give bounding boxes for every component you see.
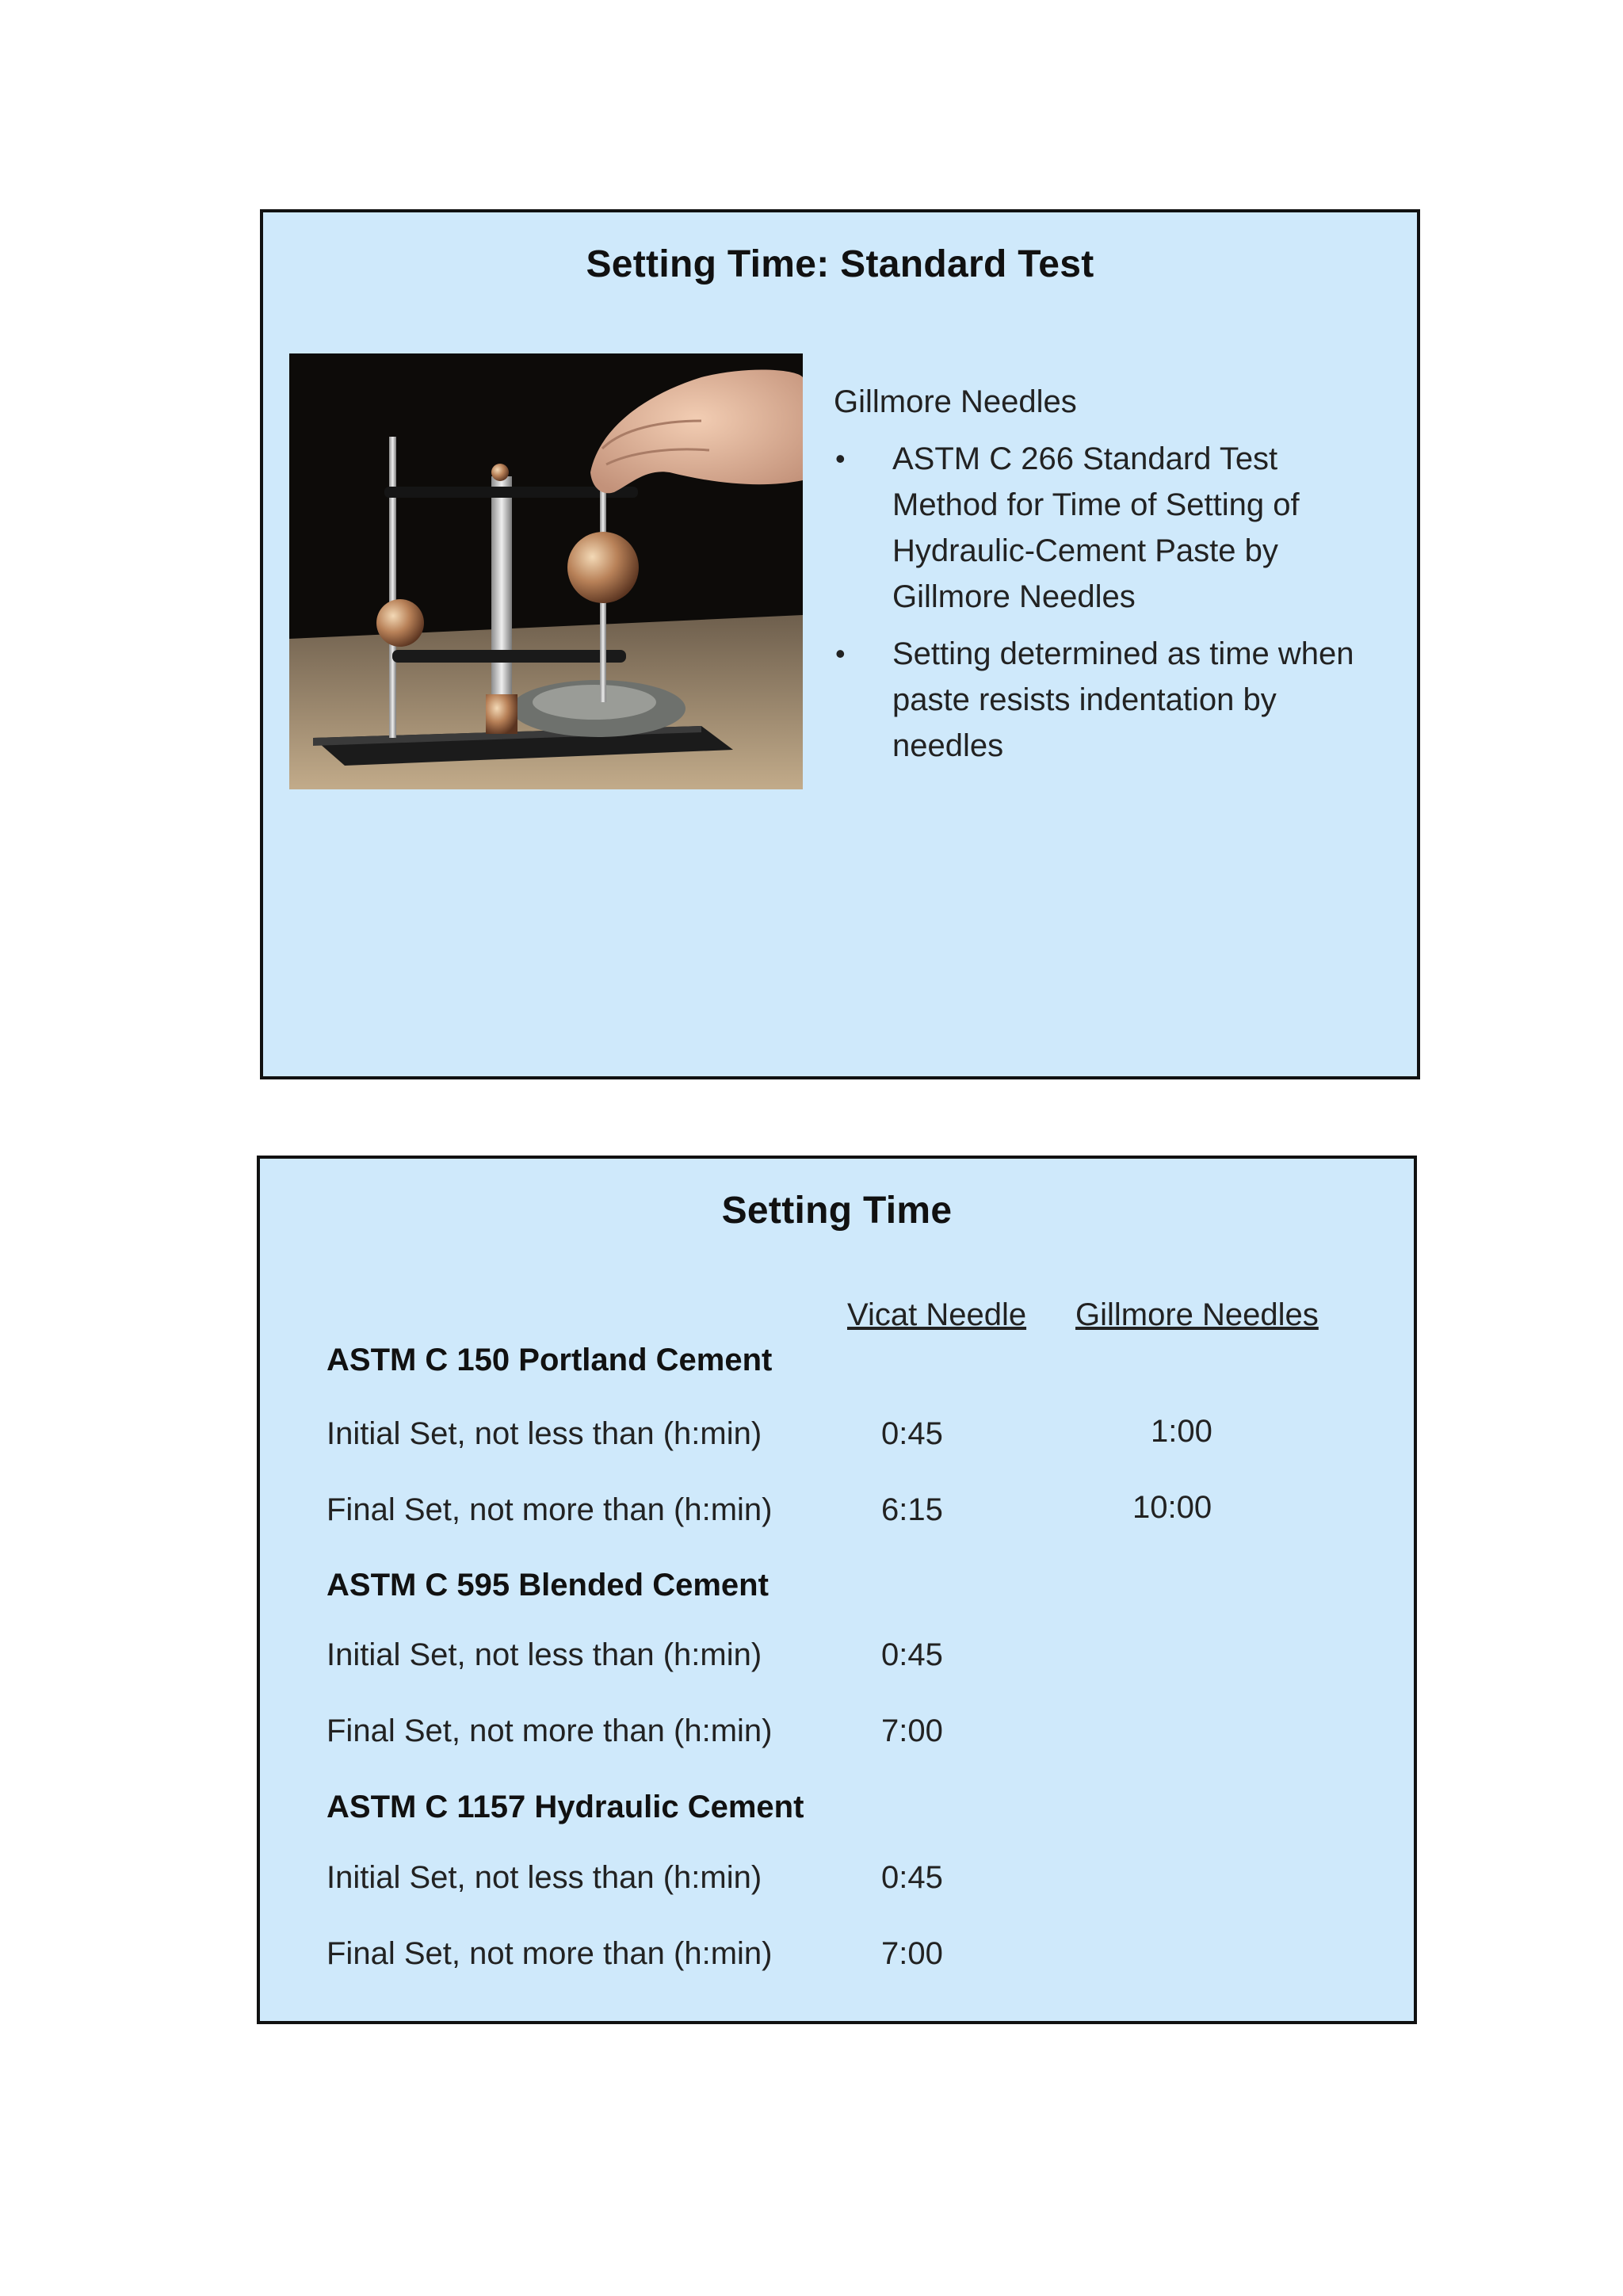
slide-title: Setting Time (721, 1190, 953, 1232)
gillmore-needles-photo (289, 353, 803, 789)
bullet-item (834, 436, 1388, 620)
slide-standard-test (260, 209, 1420, 1079)
vicat-value: 0:45 (881, 1637, 943, 1672)
vicat-value: 7:00 (881, 1936, 943, 1971)
row-label: Final Set, not more than (h:min) (327, 1713, 773, 1748)
vicat-value: 6:15 (881, 1492, 943, 1527)
slide-title: Setting Time: Standard Test (586, 243, 1094, 285)
bullet-list (834, 436, 1388, 769)
section-heading: ASTM C 150 Portland Cement (327, 1343, 773, 1377)
row-label: Final Set, not more than (h:min) (327, 1936, 773, 1971)
vicat-value: 0:45 (881, 1860, 943, 1895)
text-block (834, 379, 1388, 780)
bullet-text: ASTM C 266 Standard Test Method for Time of Setting of Hydraulic-Cement Paste by Gillmore Needles (892, 441, 1300, 614)
vicat-value: 0:45 (881, 1416, 943, 1451)
vicat-value: 7:00 (881, 1713, 943, 1748)
bullet-item (834, 631, 1388, 769)
section-heading: ASTM C 1157 Hydraulic Cement (327, 1790, 804, 1824)
column-header-vicat: Vicat Needle (847, 1297, 1027, 1332)
row-label: Final Set, not more than (h:min) (327, 1492, 773, 1527)
column-header-gillmore: Gillmore Needles (1075, 1297, 1319, 1332)
bullet-icon: • (835, 442, 846, 475)
row-label: Initial Set, not less than (h:min) (327, 1860, 762, 1895)
gillmore-value: 10:00 (1132, 1490, 1212, 1525)
row-label: Initial Set, not less than (h:min) (327, 1416, 762, 1451)
row-label: Initial Set, not less than (h:min) (327, 1637, 762, 1672)
subheading: Gillmore Needles (834, 384, 1077, 419)
bullet-text: Setting determined as time when paste resists indentation by needles (892, 636, 1354, 763)
section-heading: ASTM C 595 Blended Cement (327, 1568, 769, 1603)
gillmore-value: 1:00 (1151, 1414, 1212, 1449)
bullet-icon: • (835, 637, 846, 670)
slide-setting-time-table (257, 1156, 1417, 2024)
